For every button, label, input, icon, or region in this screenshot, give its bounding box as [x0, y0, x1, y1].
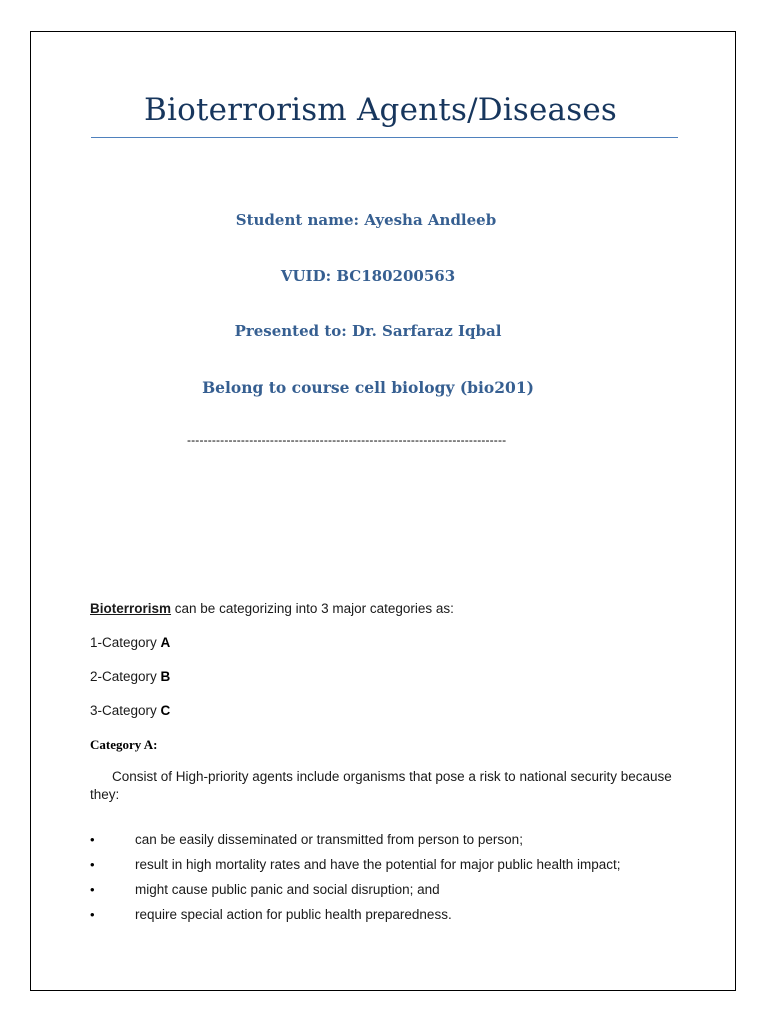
dashed-separator: -----------------------------------------------------------------------------	[187, 433, 507, 447]
bullet-icon: •	[90, 832, 95, 847]
category-letter: A	[160, 635, 171, 650]
category-letter: C	[160, 703, 171, 718]
intro-paragraph	[90, 601, 454, 616]
category-letter: B	[160, 669, 171, 684]
bullet-item	[90, 907, 710, 932]
category-a-heading: Category A:	[90, 737, 158, 752]
presented-to: Presented to: Dr. Sarfaraz Iqbal	[234, 322, 502, 340]
bullet-item	[90, 882, 710, 907]
bullet-text: require special action for public health preparedness.	[135, 907, 452, 922]
bullet-icon: •	[90, 882, 95, 897]
category-prefix: 2-Category	[90, 669, 161, 684]
document-title: Bioterrorism Agents/Diseases	[144, 92, 617, 128]
category-prefix: 3-Category	[90, 703, 161, 718]
bullet-icon: •	[90, 907, 95, 922]
category-item-3	[90, 703, 170, 718]
title-underline	[91, 137, 678, 138]
bullet-item	[90, 832, 710, 857]
intro-text: can be categorizing into 3 major categories as:	[171, 601, 454, 616]
student-name: Student name: Ayesha Andleeb	[235, 211, 497, 229]
vuid: VUID: BC180200563	[280, 267, 456, 285]
bullet-icon: •	[90, 857, 95, 872]
intro-term: Bioterrorism	[90, 601, 172, 616]
bullet-item	[90, 857, 710, 882]
bullet-text: might cause public panic and social disruption; and	[135, 882, 440, 897]
bullet-text: can be easily disseminated or transmitted from person to person;	[135, 832, 523, 847]
category-item-2	[90, 669, 170, 684]
category-a-paragraph: Consist of High-priority agents include organisms that pose a risk to national security because they:	[90, 769, 672, 802]
category-a-bullet-list	[90, 832, 710, 932]
category-prefix: 1-Category	[90, 635, 161, 650]
bullet-text: result in high mortality rates and have the potential for major public health impact;	[135, 857, 621, 872]
category-item-1	[90, 635, 170, 650]
course-info: Belong to course cell biology (bio201)	[202, 378, 534, 397]
